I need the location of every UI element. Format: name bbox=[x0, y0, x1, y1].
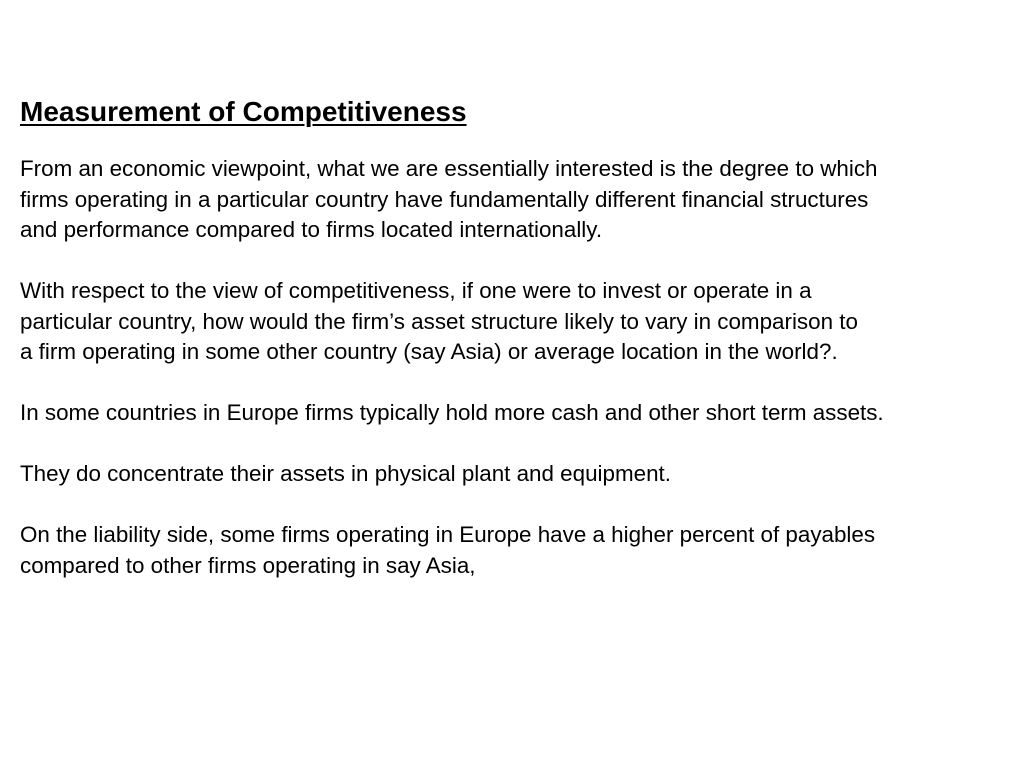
paragraph-europe-cash bbox=[20, 398, 1020, 429]
paragraph-line: compared to other firms operating in say Asia, bbox=[20, 552, 476, 578]
paragraph-line: On the liability side, some firms operating in Europe have a higher percent of payables bbox=[20, 522, 876, 547]
paragraph-line: They do concentrate their assets in physical plant and equipment. bbox=[20, 461, 671, 486]
paragraph-line: a firm operating in some other country (say Asia) or average location in the world?. bbox=[20, 339, 838, 364]
paragraph-line: and performance compared to firms located internationally. bbox=[20, 217, 603, 242]
paragraph-line: In some countries in Europe firms typically hold more cash and other short term assets. bbox=[20, 400, 884, 425]
paragraph-line: From an economic viewpoint, what we are essentially interested is the degree to which bbox=[20, 156, 878, 181]
paragraph-liability-side bbox=[20, 520, 1020, 581]
paragraph-line: With respect to the view of competitiveness, if one were to invest or operate in a bbox=[20, 278, 812, 303]
paragraph-physical-assets bbox=[20, 459, 1020, 490]
paragraph-line: particular country, how would the firm’s asset structure likely to vary in comparison to bbox=[20, 308, 858, 334]
paragraph-competitiveness-view bbox=[20, 276, 1020, 368]
slide-title: Measurement of Competitiveness bbox=[20, 96, 467, 127]
paragraph-line: firms operating in a particular country have fundamentally different financial structures bbox=[20, 186, 869, 212]
slide-content bbox=[20, 92, 1020, 612]
paragraph-economic-viewpoint bbox=[20, 154, 1020, 246]
